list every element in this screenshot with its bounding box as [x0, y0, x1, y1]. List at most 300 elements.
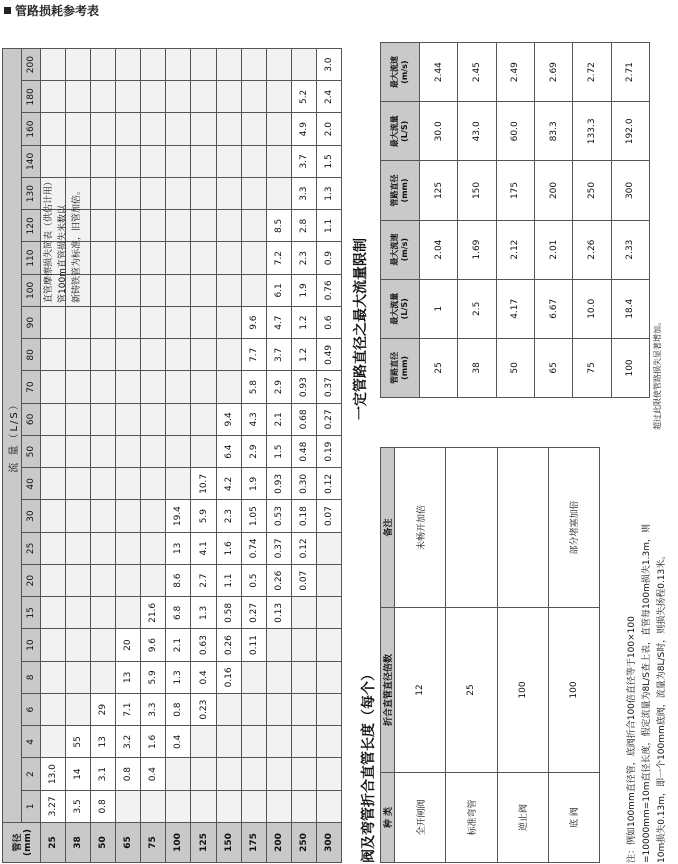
loss-flow-header: 10 — [22, 629, 41, 661]
loss-cell — [141, 307, 166, 339]
loss-cell — [66, 597, 91, 629]
loss-corner-label: 管径 (mm) — [3, 823, 41, 863]
fitting-cell: 100 — [497, 608, 548, 773]
loss-cell — [216, 145, 241, 177]
loss-cell — [266, 113, 291, 145]
loss-cell: 1.05 — [241, 500, 266, 532]
loss-cell — [116, 113, 141, 145]
loss-cell: 0.53 — [266, 500, 291, 532]
loss-cell: 4.9 — [291, 113, 316, 145]
loss-row — [291, 49, 316, 863]
loss-cell: 0.19 — [316, 436, 341, 468]
fitting-note-line: 10m损失0.13m，即一个100mm底阀，流量为8L/S时，则损失扬程0.13米。 — [657, 550, 667, 863]
loss-cell — [116, 339, 141, 371]
loss-pipe-size: 65 — [116, 823, 141, 863]
loss-cell — [91, 307, 116, 339]
loss-cell — [91, 178, 116, 210]
flow-cell: 2.26 — [573, 220, 611, 279]
loss-pipe-size: 150 — [216, 823, 241, 863]
loss-cell — [166, 81, 191, 113]
fitting-cell: 12 — [395, 608, 446, 773]
loss-cell — [266, 790, 291, 822]
loss-cell: 13 — [116, 661, 141, 693]
flow-cell: 2.33 — [611, 220, 649, 279]
flow-row — [420, 43, 458, 398]
fitting-row — [446, 448, 497, 863]
loss-cell — [91, 403, 116, 435]
loss-cell — [41, 145, 66, 177]
loss-flow-header: 30 — [22, 500, 41, 532]
flow-cell: 18.4 — [611, 279, 649, 338]
loss-flow-header: 90 — [22, 307, 41, 339]
flow-header: 管路直径 (mm) — [381, 338, 420, 397]
loss-cell — [141, 468, 166, 500]
loss-flow-header: 130 — [22, 178, 41, 210]
loss-cell — [191, 726, 216, 758]
loss-cell — [291, 661, 316, 693]
loss-cell — [191, 339, 216, 371]
fitting-cell: 100 — [548, 608, 599, 773]
loss-cell — [116, 565, 141, 597]
loss-flow-header: 100 — [22, 274, 41, 306]
loss-cell: 0.4 — [141, 758, 166, 790]
loss-cell: 0.37 — [316, 371, 341, 403]
loss-cell: 20 — [116, 629, 141, 661]
loss-cell — [241, 113, 266, 145]
loss-cell — [191, 178, 216, 210]
loss-cell — [66, 694, 91, 726]
loss-cell: 0.93 — [291, 371, 316, 403]
loss-cell — [66, 403, 91, 435]
loss-cell — [41, 403, 66, 435]
loss-cell: 0.8 — [166, 694, 191, 726]
loss-cell — [191, 274, 216, 306]
loss-cell — [41, 49, 66, 81]
loss-flow-header: 80 — [22, 339, 41, 371]
loss-cell — [316, 597, 341, 629]
loss-cell: 0.11 — [241, 629, 266, 661]
flow-row — [458, 43, 496, 398]
loss-cell: 13 — [166, 532, 191, 564]
loss-cell: 0.07 — [291, 565, 316, 597]
loss-cell — [66, 113, 91, 145]
loss-cell — [141, 274, 166, 306]
flow-cell: 25 — [420, 338, 458, 397]
loss-cell — [91, 210, 116, 242]
loss-cell — [41, 81, 66, 113]
loss-cell: 0.18 — [291, 500, 316, 532]
loss-cell — [91, 113, 116, 145]
loss-cell: 9.4 — [216, 403, 241, 435]
loss-flow-header: 20 — [22, 565, 41, 597]
loss-cell — [91, 500, 116, 532]
loss-header-row — [22, 49, 41, 863]
loss-cell — [91, 371, 116, 403]
loss-cell — [166, 49, 191, 81]
loss-cell — [141, 49, 166, 81]
loss-cell — [66, 81, 91, 113]
fitting-cell: 未畅开加倍 — [395, 448, 446, 608]
loss-cell — [266, 629, 291, 661]
loss-cell — [141, 113, 166, 145]
loss-row — [316, 49, 341, 863]
loss-cell: 0.4 — [191, 661, 216, 693]
loss-cell — [166, 113, 191, 145]
loss-cell: 7.1 — [116, 694, 141, 726]
loss-pipe-size: 50 — [91, 823, 116, 863]
loss-cell — [216, 81, 241, 113]
loss-cell: 6.8 — [166, 597, 191, 629]
loss-cell: 5.2 — [291, 81, 316, 113]
loss-cell: 29 — [91, 694, 116, 726]
fitting-cell — [497, 448, 548, 608]
loss-cell: 10.7 — [191, 468, 216, 500]
loss-cell: 0.30 — [291, 468, 316, 500]
loss-flow-header: 4 — [22, 726, 41, 758]
loss-cell — [41, 661, 66, 693]
loss-cell — [291, 597, 316, 629]
loss-cell: 1.5 — [266, 436, 291, 468]
loss-cell: 2.4 — [316, 81, 341, 113]
loss-cell: 3.7 — [266, 339, 291, 371]
loss-cell: 3.27 — [41, 790, 66, 822]
fitting-note — [625, 443, 670, 863]
loss-cell — [191, 307, 216, 339]
flow-cell: 150 — [458, 161, 496, 220]
loss-cell — [91, 468, 116, 500]
loss-cell: 6.4 — [216, 436, 241, 468]
flow-cell: 65 — [534, 338, 572, 397]
loss-cell — [241, 726, 266, 758]
loss-cell — [141, 532, 166, 564]
loss-cell — [116, 403, 141, 435]
loss-cell — [141, 403, 166, 435]
loss-cell — [66, 468, 91, 500]
loss-cell — [41, 694, 66, 726]
loss-cell — [41, 726, 66, 758]
loss-cell: 0.23 — [191, 694, 216, 726]
loss-cell: 3.3 — [141, 694, 166, 726]
loss-cell — [191, 436, 216, 468]
loss-cell: 1.6 — [141, 726, 166, 758]
loss-cell — [66, 49, 91, 81]
loss-cell: 3.3 — [291, 178, 316, 210]
loss-cell — [116, 307, 141, 339]
fitting-row — [395, 448, 446, 863]
loss-cell — [241, 178, 266, 210]
loss-cell — [266, 178, 291, 210]
loss-cell: 0.12 — [316, 468, 341, 500]
loss-cell — [241, 790, 266, 822]
fitting-cell: 全开闸阀 — [395, 773, 446, 863]
loss-cell — [316, 661, 341, 693]
loss-cell — [216, 790, 241, 822]
loss-cell — [116, 532, 141, 564]
flow-cell: 2.45 — [458, 43, 496, 102]
loss-cell — [91, 532, 116, 564]
loss-cell: 3.2 — [116, 726, 141, 758]
loss-cell — [116, 210, 141, 242]
loss-cell — [116, 436, 141, 468]
loss-cell — [291, 694, 316, 726]
loss-cell: 0.37 — [266, 532, 291, 564]
loss-cell — [166, 790, 191, 822]
loss-cell — [116, 500, 141, 532]
loss-note-line: 管100m直管损失米数以 — [58, 205, 68, 303]
loss-cell — [116, 242, 141, 274]
loss-flow-header: 15 — [22, 597, 41, 629]
loss-cell: 2.3 — [291, 242, 316, 274]
loss-cell — [91, 81, 116, 113]
loss-cell — [141, 242, 166, 274]
loss-flow-unit-label: 流 量（L/S） — [3, 49, 22, 823]
loss-cell: 13 — [91, 726, 116, 758]
pipe-loss-table — [2, 48, 342, 863]
flow-cell: 2.04 — [420, 220, 458, 279]
flow-cell: 2.5 — [458, 279, 496, 338]
loss-cell — [316, 532, 341, 564]
loss-cell: 13.0 — [41, 758, 66, 790]
loss-cell: 3.7 — [291, 145, 316, 177]
loss-flow-header: 160 — [22, 113, 41, 145]
loss-cell — [91, 436, 116, 468]
loss-cell — [216, 307, 241, 339]
loss-cell: 6.1 — [266, 274, 291, 306]
loss-flow-header: 140 — [22, 145, 41, 177]
flow-row — [534, 43, 572, 398]
fitting-note-line: 注：例如100mm直径管，底阀折合100倍直径等于100×100 — [627, 616, 637, 863]
loss-cell — [316, 758, 341, 790]
loss-cell: 1.1 — [216, 565, 241, 597]
loss-cell: 0.8 — [116, 758, 141, 790]
loss-cell — [241, 661, 266, 693]
loss-cell: 2.3 — [216, 500, 241, 532]
loss-row — [116, 49, 141, 863]
loss-cell — [91, 274, 116, 306]
loss-flow-header: 70 — [22, 371, 41, 403]
loss-cell: 2.9 — [266, 371, 291, 403]
loss-cell: 1.1 — [316, 210, 341, 242]
loss-pipe-size: 175 — [241, 823, 266, 863]
fitting-cell — [446, 448, 497, 608]
loss-note-line: 直管摩擦损失简表（供估计用） — [44, 176, 54, 303]
loss-cell — [166, 403, 191, 435]
loss-flow-header: 1 — [22, 790, 41, 822]
flow-cell: 75 — [573, 338, 611, 397]
loss-cell — [141, 178, 166, 210]
flow-cell: 2.44 — [420, 43, 458, 102]
loss-cell — [166, 242, 191, 274]
loss-cell — [316, 694, 341, 726]
flow-cell: 250 — [573, 161, 611, 220]
loss-pipe-size: 300 — [316, 823, 341, 863]
loss-cell — [141, 500, 166, 532]
loss-cell — [266, 726, 291, 758]
flow-cell: 2.12 — [496, 220, 534, 279]
flow-limit-table — [380, 42, 650, 398]
fitting-header-multiple: 折合直管直径倍数 — [381, 608, 395, 773]
loss-cell: 0.74 — [241, 532, 266, 564]
flow-cell: 125 — [420, 161, 458, 220]
loss-cell — [316, 565, 341, 597]
loss-cell: 4.3 — [241, 403, 266, 435]
loss-flow-header: 200 — [22, 49, 41, 81]
loss-cell: 0.68 — [291, 403, 316, 435]
loss-cell — [191, 790, 216, 822]
loss-pipe-size: 25 — [41, 823, 66, 863]
loss-cell: 0.93 — [266, 468, 291, 500]
loss-cell: 0.6 — [316, 307, 341, 339]
loss-cell — [141, 210, 166, 242]
flow-header: 最大流量 (L/S) — [381, 102, 420, 161]
flow-cell: 100 — [611, 338, 649, 397]
loss-cell — [316, 790, 341, 822]
flow-cell: 38 — [458, 338, 496, 397]
loss-cell: 1.9 — [291, 274, 316, 306]
loss-row — [41, 49, 66, 863]
flow-cell: 300 — [611, 161, 649, 220]
loss-cell — [216, 694, 241, 726]
loss-cell: 2.7 — [191, 565, 216, 597]
loss-cell — [166, 274, 191, 306]
loss-cell — [191, 371, 216, 403]
loss-row — [166, 49, 191, 863]
flow-row — [611, 43, 649, 398]
loss-cell: 0.9 — [316, 242, 341, 274]
loss-cell — [266, 49, 291, 81]
loss-cell — [66, 500, 91, 532]
flow-cell: 83.3 — [534, 102, 572, 161]
loss-cell — [116, 178, 141, 210]
loss-flow-header: 180 — [22, 81, 41, 113]
loss-cell: 0.27 — [241, 597, 266, 629]
loss-cell — [191, 145, 216, 177]
loss-cell: 3.0 — [316, 49, 341, 81]
loss-cell — [91, 597, 116, 629]
loss-cell: 9.6 — [141, 629, 166, 661]
loss-cell — [166, 339, 191, 371]
loss-cell — [41, 307, 66, 339]
loss-cell: 9.6 — [241, 307, 266, 339]
loss-row — [141, 49, 166, 863]
loss-cell — [66, 339, 91, 371]
loss-cell — [216, 178, 241, 210]
loss-cell: 1.2 — [291, 307, 316, 339]
flow-header: 管路直径 (mm) — [381, 161, 420, 220]
loss-cell — [141, 371, 166, 403]
loss-cell: 4.1 — [191, 532, 216, 564]
loss-pipe-size: 200 — [266, 823, 291, 863]
flow-header: 最大流速 (m/s) — [381, 43, 420, 102]
loss-cell — [141, 565, 166, 597]
loss-cell — [241, 81, 266, 113]
loss-cell — [66, 145, 91, 177]
loss-cell — [41, 532, 66, 564]
loss-cell — [191, 403, 216, 435]
flow-row — [496, 43, 534, 398]
loss-cell — [166, 145, 191, 177]
loss-cell — [191, 242, 216, 274]
loss-cell — [266, 81, 291, 113]
loss-cell: 1.9 — [241, 468, 266, 500]
loss-cell — [41, 436, 66, 468]
loss-cell — [166, 371, 191, 403]
loss-cell — [91, 49, 116, 81]
loss-flow-header: 8 — [22, 661, 41, 693]
loss-cell: 2.9 — [241, 436, 266, 468]
flow-cell: 4.17 — [496, 279, 534, 338]
loss-cell — [191, 113, 216, 145]
loss-row — [241, 49, 266, 863]
loss-pipe-size: 38 — [66, 823, 91, 863]
loss-cell — [241, 694, 266, 726]
loss-flow-header: 40 — [22, 468, 41, 500]
loss-row — [191, 49, 216, 863]
loss-cell — [141, 81, 166, 113]
flow-cell: 133.3 — [573, 102, 611, 161]
loss-cell — [216, 371, 241, 403]
loss-cell — [116, 81, 141, 113]
flow-cell: 2.71 — [611, 43, 649, 102]
loss-cell — [91, 661, 116, 693]
loss-cell — [166, 758, 191, 790]
flow-cell: 43.0 — [458, 102, 496, 161]
loss-cell — [216, 274, 241, 306]
loss-cell: 2.0 — [316, 113, 341, 145]
loss-cell — [41, 468, 66, 500]
loss-flow-header: 6 — [22, 694, 41, 726]
loss-cell: 2.1 — [266, 403, 291, 435]
flow-cell: 2.72 — [573, 43, 611, 102]
loss-flow-header: 50 — [22, 436, 41, 468]
loss-flow-header: 60 — [22, 403, 41, 435]
loss-pipe-size: 75 — [141, 823, 166, 863]
loss-row — [66, 49, 91, 863]
loss-row — [216, 49, 241, 863]
loss-row — [266, 49, 291, 863]
loss-cell — [291, 726, 316, 758]
loss-cell: 0.58 — [216, 597, 241, 629]
loss-cell — [166, 178, 191, 210]
loss-cell: 0.8 — [91, 790, 116, 822]
fitting-row — [497, 448, 548, 863]
flow-cell: 192.0 — [611, 102, 649, 161]
flow-cell: 2.01 — [534, 220, 572, 279]
loss-cell — [191, 81, 216, 113]
loss-cell: 1.3 — [191, 597, 216, 629]
loss-cell — [91, 339, 116, 371]
loss-cell — [116, 274, 141, 306]
loss-cell: 0.76 — [316, 274, 341, 306]
loss-cell — [291, 629, 316, 661]
loss-cell — [216, 49, 241, 81]
flow-limit-table-wrapper — [380, 42, 650, 398]
fitting-row — [548, 448, 599, 863]
flow-cell: 30.0 — [420, 102, 458, 161]
loss-cell — [191, 758, 216, 790]
loss-cell — [291, 790, 316, 822]
loss-cell: 2.8 — [291, 210, 316, 242]
loss-cell — [216, 210, 241, 242]
loss-cell — [91, 629, 116, 661]
fitting-header-remark: 备注 — [381, 448, 395, 608]
flow-cell: 60.0 — [496, 102, 534, 161]
loss-cell: 7.7 — [241, 339, 266, 371]
loss-cell — [91, 565, 116, 597]
flow-header: 最大流速 (m/s) — [381, 220, 420, 279]
loss-cell: 8.6 — [166, 565, 191, 597]
loss-cell: 5.9 — [191, 500, 216, 532]
